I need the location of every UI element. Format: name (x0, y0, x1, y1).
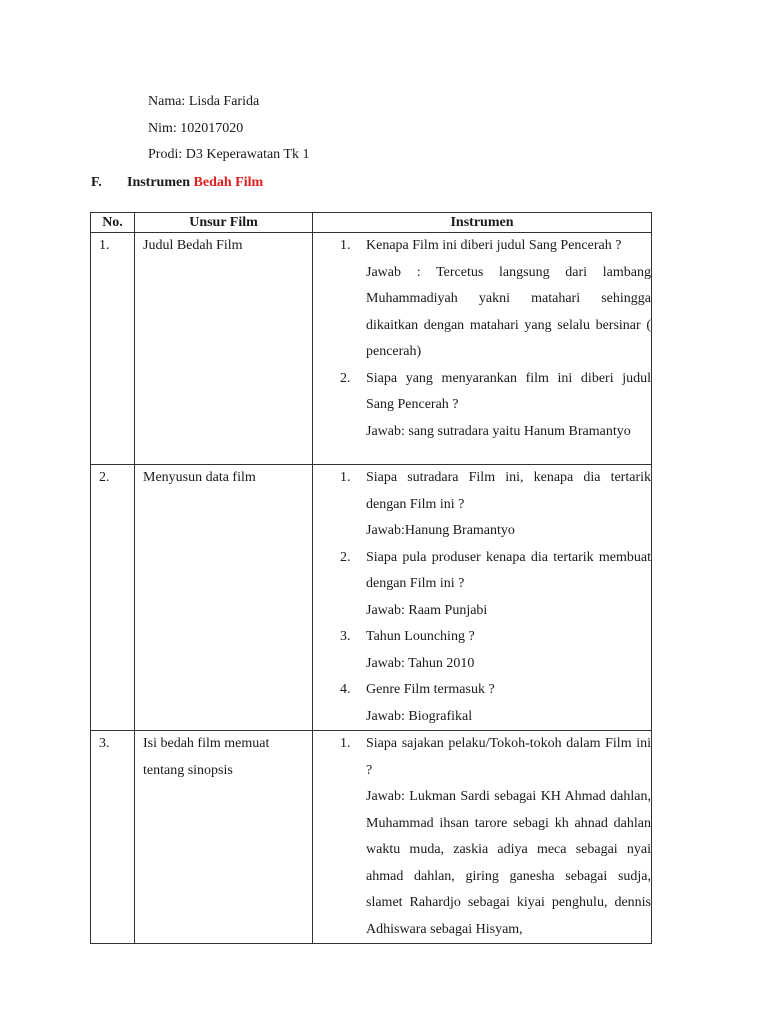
header-no: No. (91, 213, 135, 233)
item-answer: Jawab: Biografikal (366, 708, 473, 724)
row-unsur: Judul Bedah Film (135, 233, 313, 465)
student-nim: Nim: 102017020 (148, 121, 244, 136)
row-number: 1. (91, 233, 135, 465)
item-question: Siapa sutradara Film ini, kenapa dia tertarik dengan Film ini ? (366, 470, 651, 512)
item-answer: Jawab: Lukman Sardi sebagai KH Ahmad dahlan, Muhammad ihsan tarore sebagi kh ahnad dahlan waktu muda, zaskia adiya meca sebagai nyai ahmad dahlan, giring ganesha sebagai sudja, slamet Rahardjo sebagai kiyai penghulu, dennis Adhiswara sebagai Hisyam, (366, 789, 651, 937)
item-question: Genre Film termasuk ? (366, 682, 495, 697)
row-instrumen (313, 731, 652, 944)
row-number: 3. (91, 731, 135, 944)
table-row (91, 465, 652, 731)
list-item (313, 233, 651, 366)
item-number: 2. (340, 370, 351, 386)
item-number: 2. (340, 549, 351, 565)
item-number: 4. (340, 682, 351, 697)
item-answer: Jawab: Tahun 2010 (366, 655, 475, 671)
list-item (313, 545, 651, 625)
item-question: Tahun Lounching ? (366, 629, 475, 644)
item-number: 1. (340, 238, 351, 253)
section-heading (91, 170, 263, 196)
list-item (313, 731, 651, 943)
student-prodi: Prodi: D3 Keperawatan Tk 1 (148, 147, 310, 162)
item-number: 1. (340, 470, 351, 485)
item-number: 1. (340, 736, 351, 751)
header-instrumen: Instrumen (313, 213, 652, 233)
item-answer: Jawab: sang sutradara yaitu Hanum Bramantyo (366, 423, 631, 439)
table-header-row (91, 213, 652, 233)
row-unsur: Isi bedah film memuat tentang sinopsis (135, 731, 313, 944)
row-instrumen (313, 233, 652, 465)
row-unsur: Menyusun data film (135, 465, 313, 731)
header-unsur: Unsur Film (135, 213, 313, 233)
item-answer: Jawab: Raam Punjabi (366, 602, 488, 618)
section-title: Instrumen (127, 175, 191, 190)
item-question: Siapa yang menyarankan film ini diberi judul Sang Pencerah ? (366, 370, 651, 412)
item-answer: Jawab : Tercetus langsung dari lambang Muhammadiyah yakni matahari sehingga dikaitkan dengan matahari yang selalu bersinar ( pencerah) (366, 264, 651, 359)
instrument-table (90, 212, 652, 944)
list-item (313, 366, 651, 446)
table-row (91, 731, 652, 944)
item-question: Siapa sajakan pelaku/Tokoh-tokoh dalam Film ini ? (366, 736, 651, 778)
item-question: Siapa pula produser kenapa dia tertarik membuat dengan Film ini ? (366, 549, 651, 591)
list-item (313, 624, 651, 677)
item-answer: Jawab:Hanung Bramantyo (366, 523, 515, 538)
list-item (313, 465, 651, 545)
student-name: Nama: Lisda Farida (148, 94, 260, 109)
row-number: 2. (91, 465, 135, 731)
section-title-highlight: Bedah Film (193, 175, 264, 190)
table-row (91, 233, 652, 465)
row-instrumen (313, 465, 652, 731)
section-letter: F. (91, 175, 102, 190)
item-number: 3. (340, 629, 351, 644)
list-item (313, 677, 651, 730)
item-question: Kenapa Film ini diberi judul Sang Pencerah ? (366, 238, 622, 253)
